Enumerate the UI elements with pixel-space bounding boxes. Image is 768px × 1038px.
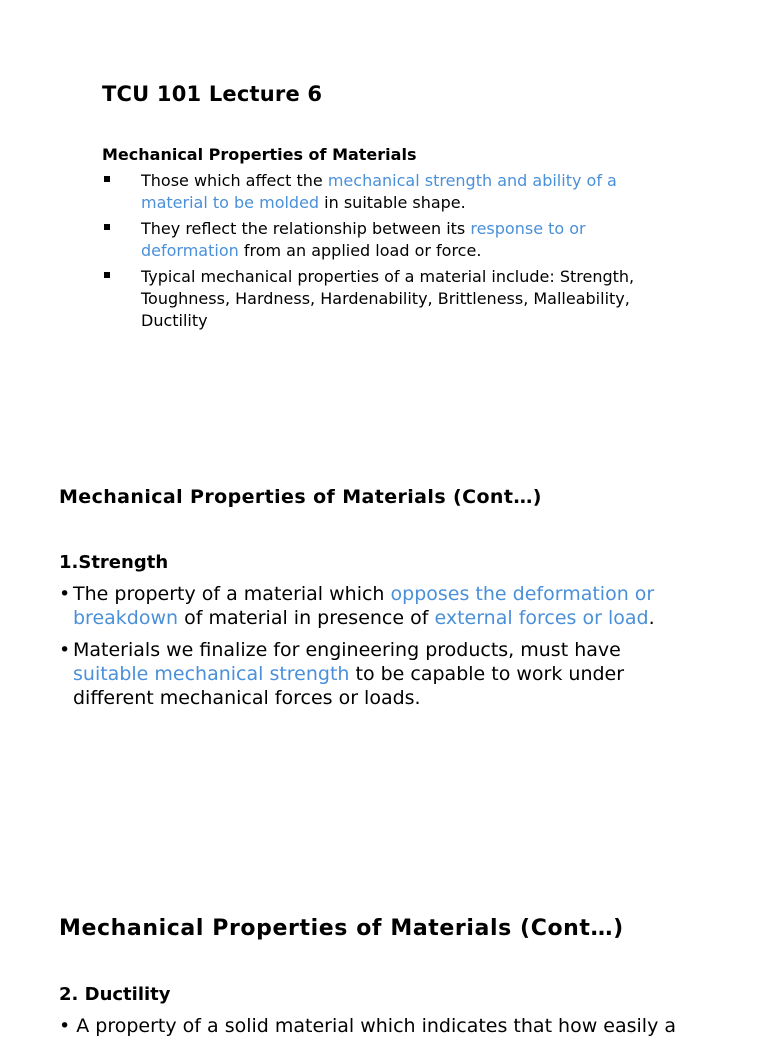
bullet-dot-icon: • — [59, 583, 71, 605]
list-item — [102, 266, 662, 332]
highlighted-text: response to or deformation — [141, 219, 586, 260]
list-item — [102, 170, 662, 214]
highlighted-text: external forces or load — [434, 607, 649, 629]
square-bullet-icon — [104, 176, 110, 182]
highlighted-text: opposes the deformation or breakdown — [73, 583, 655, 629]
slide-1 — [0, 0, 768, 420]
bullet-text: . — [648, 607, 655, 629]
slide-heading: Mechanical Properties of Materials (Cont…) — [59, 916, 624, 941]
truncated-bullet-text: • A property of a solid material which indicates that how easily a — [59, 1015, 677, 1037]
bullet-text: of material in presence of — [178, 607, 435, 629]
list-item — [59, 638, 689, 710]
bullet-text: The property of a material which — [73, 583, 391, 605]
sub-heading: 2. Ductility — [59, 984, 171, 1005]
lecture-title: TCU 101 Lecture 6 — [102, 82, 323, 106]
bullet-list — [102, 170, 662, 336]
bullet-text: from an applied load or force. — [238, 241, 482, 260]
bullet-list — [59, 582, 689, 718]
bullet-text: They reflect the relationship between its — [141, 219, 471, 238]
highlighted-text: mechanical strength and ability of a material to be molded — [141, 171, 617, 212]
highlighted-text: suitable mechanical strength — [73, 663, 350, 685]
bullet-text: Those which affect the — [141, 171, 328, 190]
slide-3 — [0, 900, 768, 1037]
bullet-dot-icon: • — [59, 639, 71, 661]
bullet-text: Typical mechanical properties of a material include: Strength, Toughness, Hardness, Hardenability, Brittleness, Malleability, Ductility — [141, 267, 635, 330]
sub-heading: 1.Strength — [59, 552, 169, 573]
slide-heading: Mechanical Properties of Materials (Cont…) — [59, 486, 542, 508]
list-item — [102, 218, 662, 262]
list-item — [59, 582, 689, 630]
bullet-text: in suitable shape. — [319, 193, 466, 212]
square-bullet-icon — [104, 224, 110, 230]
square-bullet-icon — [104, 272, 110, 278]
bullet-text: Materials we finalize for engineering products, must have — [73, 639, 621, 661]
slide-2 — [0, 470, 768, 870]
bullet-text: to be capable to work under different mechanical forces or loads. — [73, 663, 625, 709]
section-heading: Mechanical Properties of Materials — [102, 145, 417, 164]
